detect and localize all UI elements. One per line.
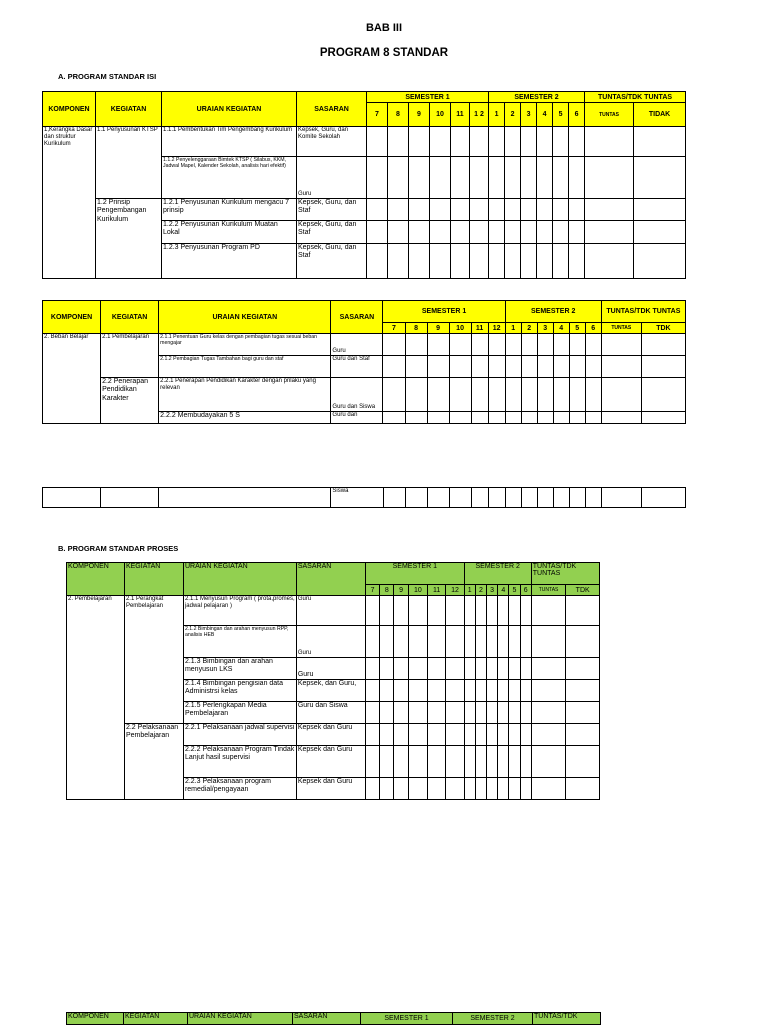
header-uraian: URAIAN KEGIATAN bbox=[159, 301, 331, 334]
header-uraian: URAIAN KEGIATAN bbox=[188, 1013, 293, 1025]
header-kegiatan: KEGIATAN bbox=[124, 1013, 188, 1025]
sem2-col: 6 bbox=[520, 585, 531, 596]
sem2-col: 1 bbox=[505, 323, 521, 334]
section-a-heading: A. PROGRAM STANDAR ISI bbox=[58, 72, 157, 81]
sem1-col: 10 bbox=[430, 103, 451, 127]
header-tuntas-group: TUNTAS/TDK TUNTAS bbox=[531, 563, 599, 585]
sem2-col: 3 bbox=[487, 585, 498, 596]
kegiatan-cell: 2.2 Pelaksanaan Pembelajaran bbox=[124, 724, 183, 800]
header-semester-1: SEMESTER 1 bbox=[361, 1013, 453, 1025]
uraian-cell: 2.2.3 Pelaksanaan program remedial/pengayaan bbox=[183, 778, 296, 800]
uraian-cell: 2.2.1 Penerapan Pendidikan Karakter dengan prilaku yang relevan bbox=[159, 378, 331, 412]
sem2-col: 4 bbox=[537, 103, 553, 127]
header-tuntas-group: TUNTAS/TDK TUNTAS bbox=[585, 92, 686, 103]
komponen-cell: 1,Kerangka Dasar dan struktur Kurikulum bbox=[43, 127, 96, 279]
sasaran-cell: Guru bbox=[296, 596, 365, 626]
uraian-cell: 2.1.3 Bimbingan dan arahan menyusun LKS bbox=[183, 658, 296, 680]
header-tuntas-group: TUNTAS/TDK bbox=[533, 1013, 601, 1025]
table-next-header bbox=[66, 1012, 601, 1025]
uraian-cell: 2.2.2 Membudayakan 5 S bbox=[159, 412, 331, 424]
table-beban-belajar bbox=[42, 300, 686, 424]
header-kegiatan: KEGIATAN bbox=[101, 301, 159, 334]
uraian-cell: 1.2.2 Penyusunan Kurikulum Muatan Lokal bbox=[162, 221, 297, 244]
sem1-col: 12 bbox=[446, 585, 464, 596]
sem1-col: 7 bbox=[367, 103, 388, 127]
sem2-col: 2 bbox=[521, 323, 537, 334]
sem1-col: 8 bbox=[388, 103, 409, 127]
uraian-cell: 2.2.2 Pelaksanaan Program Tindak Lanjut hasil supervisi bbox=[183, 746, 296, 778]
sasaran-cell: Guru dan Staf bbox=[331, 356, 383, 378]
sasaran-cell: Kepsek, Guru, dan Staf bbox=[297, 244, 367, 279]
sem1-col: 9 bbox=[409, 103, 430, 127]
sasaran-cell: Kepsek dan Guru bbox=[296, 778, 365, 800]
sem1-col: 10 bbox=[449, 323, 471, 334]
table-standar-proses bbox=[66, 562, 600, 800]
sem1-col: 7 bbox=[366, 585, 380, 596]
header-komponen: KOMPONEN bbox=[43, 301, 101, 334]
komponen-cell: 2. Pembelajaran bbox=[67, 596, 125, 800]
sem2-col: 6 bbox=[569, 103, 585, 127]
sem1-col: 11 bbox=[471, 323, 488, 334]
sem1-col: 8 bbox=[380, 585, 394, 596]
header-sasaran: SASARAN bbox=[296, 563, 365, 596]
sem1-col: 11 bbox=[451, 103, 470, 127]
header-semester-2: SEMESTER 2 bbox=[464, 563, 531, 585]
sasaran-cell: Kepsek dan Guru bbox=[296, 746, 365, 778]
header-tidak: TIDAK bbox=[634, 103, 686, 127]
sem1-col: 9 bbox=[427, 323, 449, 334]
sasaran-cell: Kepsek dan Guru bbox=[296, 724, 365, 746]
sem1-col: 11 bbox=[428, 585, 446, 596]
sasaran-cell: Guru dan Siswa bbox=[331, 378, 383, 412]
sem2-col: 5 bbox=[509, 585, 520, 596]
kegiatan-cell: 2.1 Perangkat Pembelajaran bbox=[124, 596, 183, 724]
sem2-col: 1 bbox=[464, 585, 475, 596]
kegiatan-cell: 1.1 Penyusunan KTSP bbox=[96, 127, 162, 199]
uraian-cell: 2.1.2 Pembagian Tugas Tambahan bagi guru dan staf bbox=[159, 356, 331, 378]
sem2-col: 2 bbox=[475, 585, 486, 596]
uraian-cell: 2.1.2 Bimbingan dan arahan menyusun RPP, analisis HEB bbox=[183, 626, 296, 658]
header-komponen: KOMPONEN bbox=[43, 92, 96, 127]
header-semester-1: SEMESTER 1 bbox=[367, 92, 489, 103]
sem2-col: 1 bbox=[489, 103, 505, 127]
sasaran-cell: Kepsek, dan Guru, bbox=[296, 680, 365, 702]
uraian-cell: 2.1.5 Perlengkapan Media Pembelajaran bbox=[183, 702, 296, 724]
kegiatan-cell: 2.1 Pembelajaran bbox=[101, 334, 159, 378]
sasaran-cell: Kepsek, Guru, dan Komite Sekolah bbox=[297, 127, 367, 157]
sem2-col: 3 bbox=[537, 323, 553, 334]
sasaran-cell: Guru bbox=[331, 334, 383, 356]
header-tuntas: TUNTAS bbox=[531, 585, 566, 596]
chapter-title: BAB III bbox=[365, 22, 403, 34]
sasaran-cell: Guru bbox=[296, 658, 365, 680]
sasaran-cell: Guru dan bbox=[331, 412, 383, 424]
kegiatan-cell: 1.2 Prinsip Pengembangan Kurikulum bbox=[96, 199, 162, 279]
sem2-col: 3 bbox=[521, 103, 537, 127]
header-tuntas-group: TUNTAS/TDK TUNTAS bbox=[601, 301, 685, 323]
sasaran-cell: Kepsek, Guru, dan Staf bbox=[297, 221, 367, 244]
sem2-col: 6 bbox=[585, 323, 601, 334]
uraian-cell: 1.2.3 Penyusunan Program PD bbox=[162, 244, 297, 279]
sem2-col: 4 bbox=[498, 585, 509, 596]
header-komponen: KOMPONEN bbox=[67, 563, 125, 596]
table-standar-isi bbox=[42, 91, 686, 279]
header-semester-2: SEMESTER 2 bbox=[505, 301, 601, 323]
header-tuntas: TUNTAS bbox=[585, 103, 634, 127]
header-tuntas: TUNTAS bbox=[601, 323, 641, 334]
sem1-col: 9 bbox=[394, 585, 408, 596]
header-sasaran: SASARAN bbox=[293, 1013, 361, 1025]
sem1-col: 8 bbox=[405, 323, 427, 334]
header-sasaran: SASARAN bbox=[331, 301, 383, 334]
sasaran-cell: Guru dan Siswa bbox=[296, 702, 365, 724]
header-kegiatan: KEGIATAN bbox=[124, 563, 183, 596]
sem2-col: 5 bbox=[553, 103, 569, 127]
uraian-cell: 1.2.1 Penyusunan Kurikulum mengacu 7 prinsip bbox=[162, 199, 297, 221]
uraian-cell: 1.1.1 Pembentukan Tim Pengembang Kurikulum bbox=[162, 127, 297, 157]
header-uraian: URAIAN KEGIATAN bbox=[162, 92, 297, 127]
sasaran-cell: Guru bbox=[296, 626, 365, 658]
header-semester-1: SEMESTER 1 bbox=[366, 563, 465, 585]
document-title: PROGRAM 8 STANDAR bbox=[319, 47, 449, 59]
komponen-cell: 2. Beban Belajar bbox=[43, 334, 101, 424]
uraian-cell: 1.1.2 Penyelenggaraan Bimtek KTSP ( Silabus, KKM, Jadwal Mapel, Kalender Sekolah, analisis hari efektif) bbox=[162, 157, 297, 199]
sem2-col: 4 bbox=[553, 323, 569, 334]
sem2-col: 2 bbox=[505, 103, 521, 127]
sasaran-cell: Siswa bbox=[331, 488, 383, 508]
sem2-col: 5 bbox=[569, 323, 585, 334]
sem1-col: 1 2 bbox=[470, 103, 489, 127]
section-b-heading: B. PROGRAM STANDAR PROSES bbox=[58, 544, 179, 553]
table-beban-belajar-continued bbox=[42, 487, 686, 508]
sasaran-cell: Kepsek, Guru, dan Staf bbox=[297, 199, 367, 221]
sem1-col: 12 bbox=[488, 323, 505, 334]
header-kegiatan: KEGIATAN bbox=[96, 92, 162, 127]
uraian-cell: 2.1.4 Bimbingan pengisian data Administrsi kelas bbox=[183, 680, 296, 702]
sem1-col: 10 bbox=[408, 585, 427, 596]
header-semester-2: SEMESTER 2 bbox=[453, 1013, 533, 1025]
uraian-cell: 2.2.1 Pelaksanaan jadwal supervisi bbox=[183, 724, 296, 746]
header-sasaran: SASARAN bbox=[297, 92, 367, 127]
header-tdk: TDK bbox=[641, 323, 685, 334]
uraian-cell: 2.1.1 Menyusun Program ( prota,promes, jadwal pelajaran ) bbox=[183, 596, 296, 626]
header-semester-1: SEMESTER 1 bbox=[383, 301, 505, 323]
header-semester-2: SEMESTER 2 bbox=[489, 92, 585, 103]
uraian-cell: 2.1.1 Penentuan Guru kelas dengan pembagian tugas sesuai beban mengajar bbox=[159, 334, 331, 356]
kegiatan-cell: 2.2 Penerapan Pendidikan Karakter bbox=[101, 378, 159, 424]
sem1-col: 7 bbox=[383, 323, 405, 334]
header-uraian: URAIAN KEGIATAN bbox=[183, 563, 296, 596]
header-tdk: TDK bbox=[566, 585, 600, 596]
header-komponen: KOMPONEN bbox=[67, 1013, 124, 1025]
sasaran-cell: Guru bbox=[297, 157, 367, 199]
